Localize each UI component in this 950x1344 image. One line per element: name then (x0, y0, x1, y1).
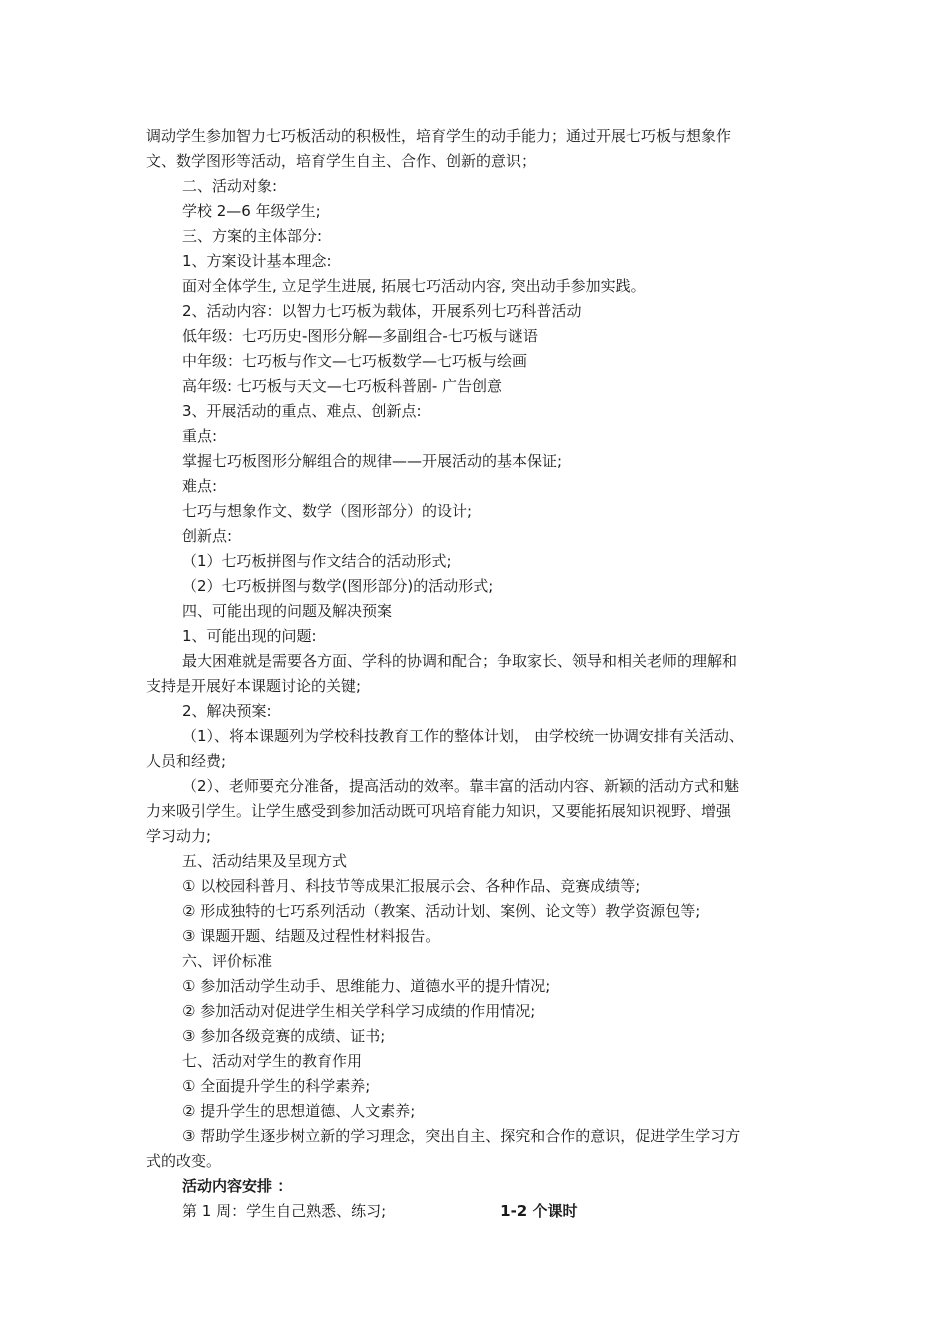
list-item: ② 参加活动对促进学生相关学科学习成绩的作用情况; (182, 1002, 536, 1020)
text-line: 人员和经费; (146, 752, 227, 770)
section-heading: 四、可能出现的问题及解决预案 (182, 602, 393, 620)
list-item: ① 参加活动学生动手、思维能力、道德水平的提升情况; (182, 977, 551, 995)
list-item: ② 提升学生的思想道德、人文素养; (182, 1102, 416, 1120)
text-line: 掌握七巧板图形分解组合的规律——开展活动的基本保证; (182, 452, 563, 470)
text-line: 高年级: 七巧板与天文—七巧板科普剧- 广告创意 (182, 377, 503, 395)
text-line: 学校 2—6 年级学生; (182, 202, 321, 220)
text-line: 面对全体学生, 立足学生进展, 拓展七巧活动内容, 突出动手参加实践。 (182, 277, 646, 295)
text-line: 难点: (182, 477, 218, 495)
section-heading: 五、活动结果及呈现方式 (182, 852, 348, 870)
subsection-heading: 3、开展活动的重点、难点、创新点: (182, 402, 422, 420)
text-line: 力来吸引学生。让学生感受到参加活动既可巩培育能力知识，又要能拓展知识视野、增强 (146, 802, 732, 820)
schedule-row (182, 1201, 577, 1221)
text-line: 七巧与想象作文、数学（图形部分）的设计; (182, 502, 473, 520)
subsection-heading: 1、方案设计基本理念: (182, 252, 332, 270)
text-line: 支持是开展好本课题讨论的关键; (146, 677, 362, 695)
text-line: 式的改变。 (146, 1152, 222, 1170)
section-heading: 二、活动对象: (182, 177, 278, 195)
schedule-hours: 1-2 个课时 (500, 1202, 578, 1220)
list-item: ② 形成独特的七巧系列活动（教案、活动计划、案例、论文等）教学资源包等; (182, 902, 701, 920)
text-line: 创新点: (182, 527, 233, 545)
list-item: ③ 参加各级竞赛的成绩、证书; (182, 1027, 386, 1045)
section-heading: 七、活动对学生的教育作用 (182, 1052, 363, 1070)
text-line: 重点: (182, 427, 218, 445)
subsection-heading: 1、可能出现的问题: (182, 627, 317, 645)
text-line: （1）、将本课题列为学校科技教育工作的整体计划， 由学校统一协调安排有关活动、 (182, 727, 744, 745)
schedule-week: 第 1 周：学生自己熟悉、练习; (182, 1202, 387, 1220)
list-item: ③ 帮助学生逐步树立新的学习理念，突出自主、探究和合作的意识，促进学生学习方 (182, 1127, 741, 1145)
subsection-heading: 2、解决预案: (182, 702, 272, 720)
text-line: 调动学生参加智力七巧板活动的积极性，培育学生的动手能力；通过开展七巧板与想象作 (146, 127, 732, 145)
text-line: 中年级：七巧板与作文—七巧板数学—七巧板与绘画 (182, 352, 528, 370)
text-line: 最大困难就是需要各方面、学科的协调和配合；争取家长、领导和相关老师的理解和 (182, 652, 738, 670)
text-line: 文、数学图形等活动，培育学生自主、合作、创新的意识； (146, 152, 537, 170)
list-item: ③ 课题开题、结题及过程性材料报告。 (182, 927, 441, 945)
list-item: ① 以校园科普月、科技节等成果汇报展示会、各种作品、竞赛成绩等; (182, 877, 641, 895)
text-line: （1）七巧板拼图与作文结合的活动形式; (182, 552, 452, 570)
section-heading: 三、方案的主体部分: (182, 227, 323, 245)
text-line: 低年级：七巧历史-图形分解—多副组合-七巧板与谜语 (182, 327, 538, 345)
text-line: （2）七巧板拼图与数学(图形部分)的活动形式; (182, 577, 494, 595)
text-line: 学习动力; (146, 827, 212, 845)
schedule-heading: 活动内容安排 ： (182, 1177, 293, 1195)
subsection-heading: 2、活动内容：以智力七巧板为载体，开展系列七巧科普活动 (182, 302, 582, 320)
text-line: （2）、老师要充分准备，提高活动的效率。靠丰富的活动内容、新颖的活动方式和魅 (182, 777, 740, 795)
list-item: ① 全面提升学生的科学素养; (182, 1077, 371, 1095)
section-heading: 六、评价标准 (182, 952, 273, 970)
